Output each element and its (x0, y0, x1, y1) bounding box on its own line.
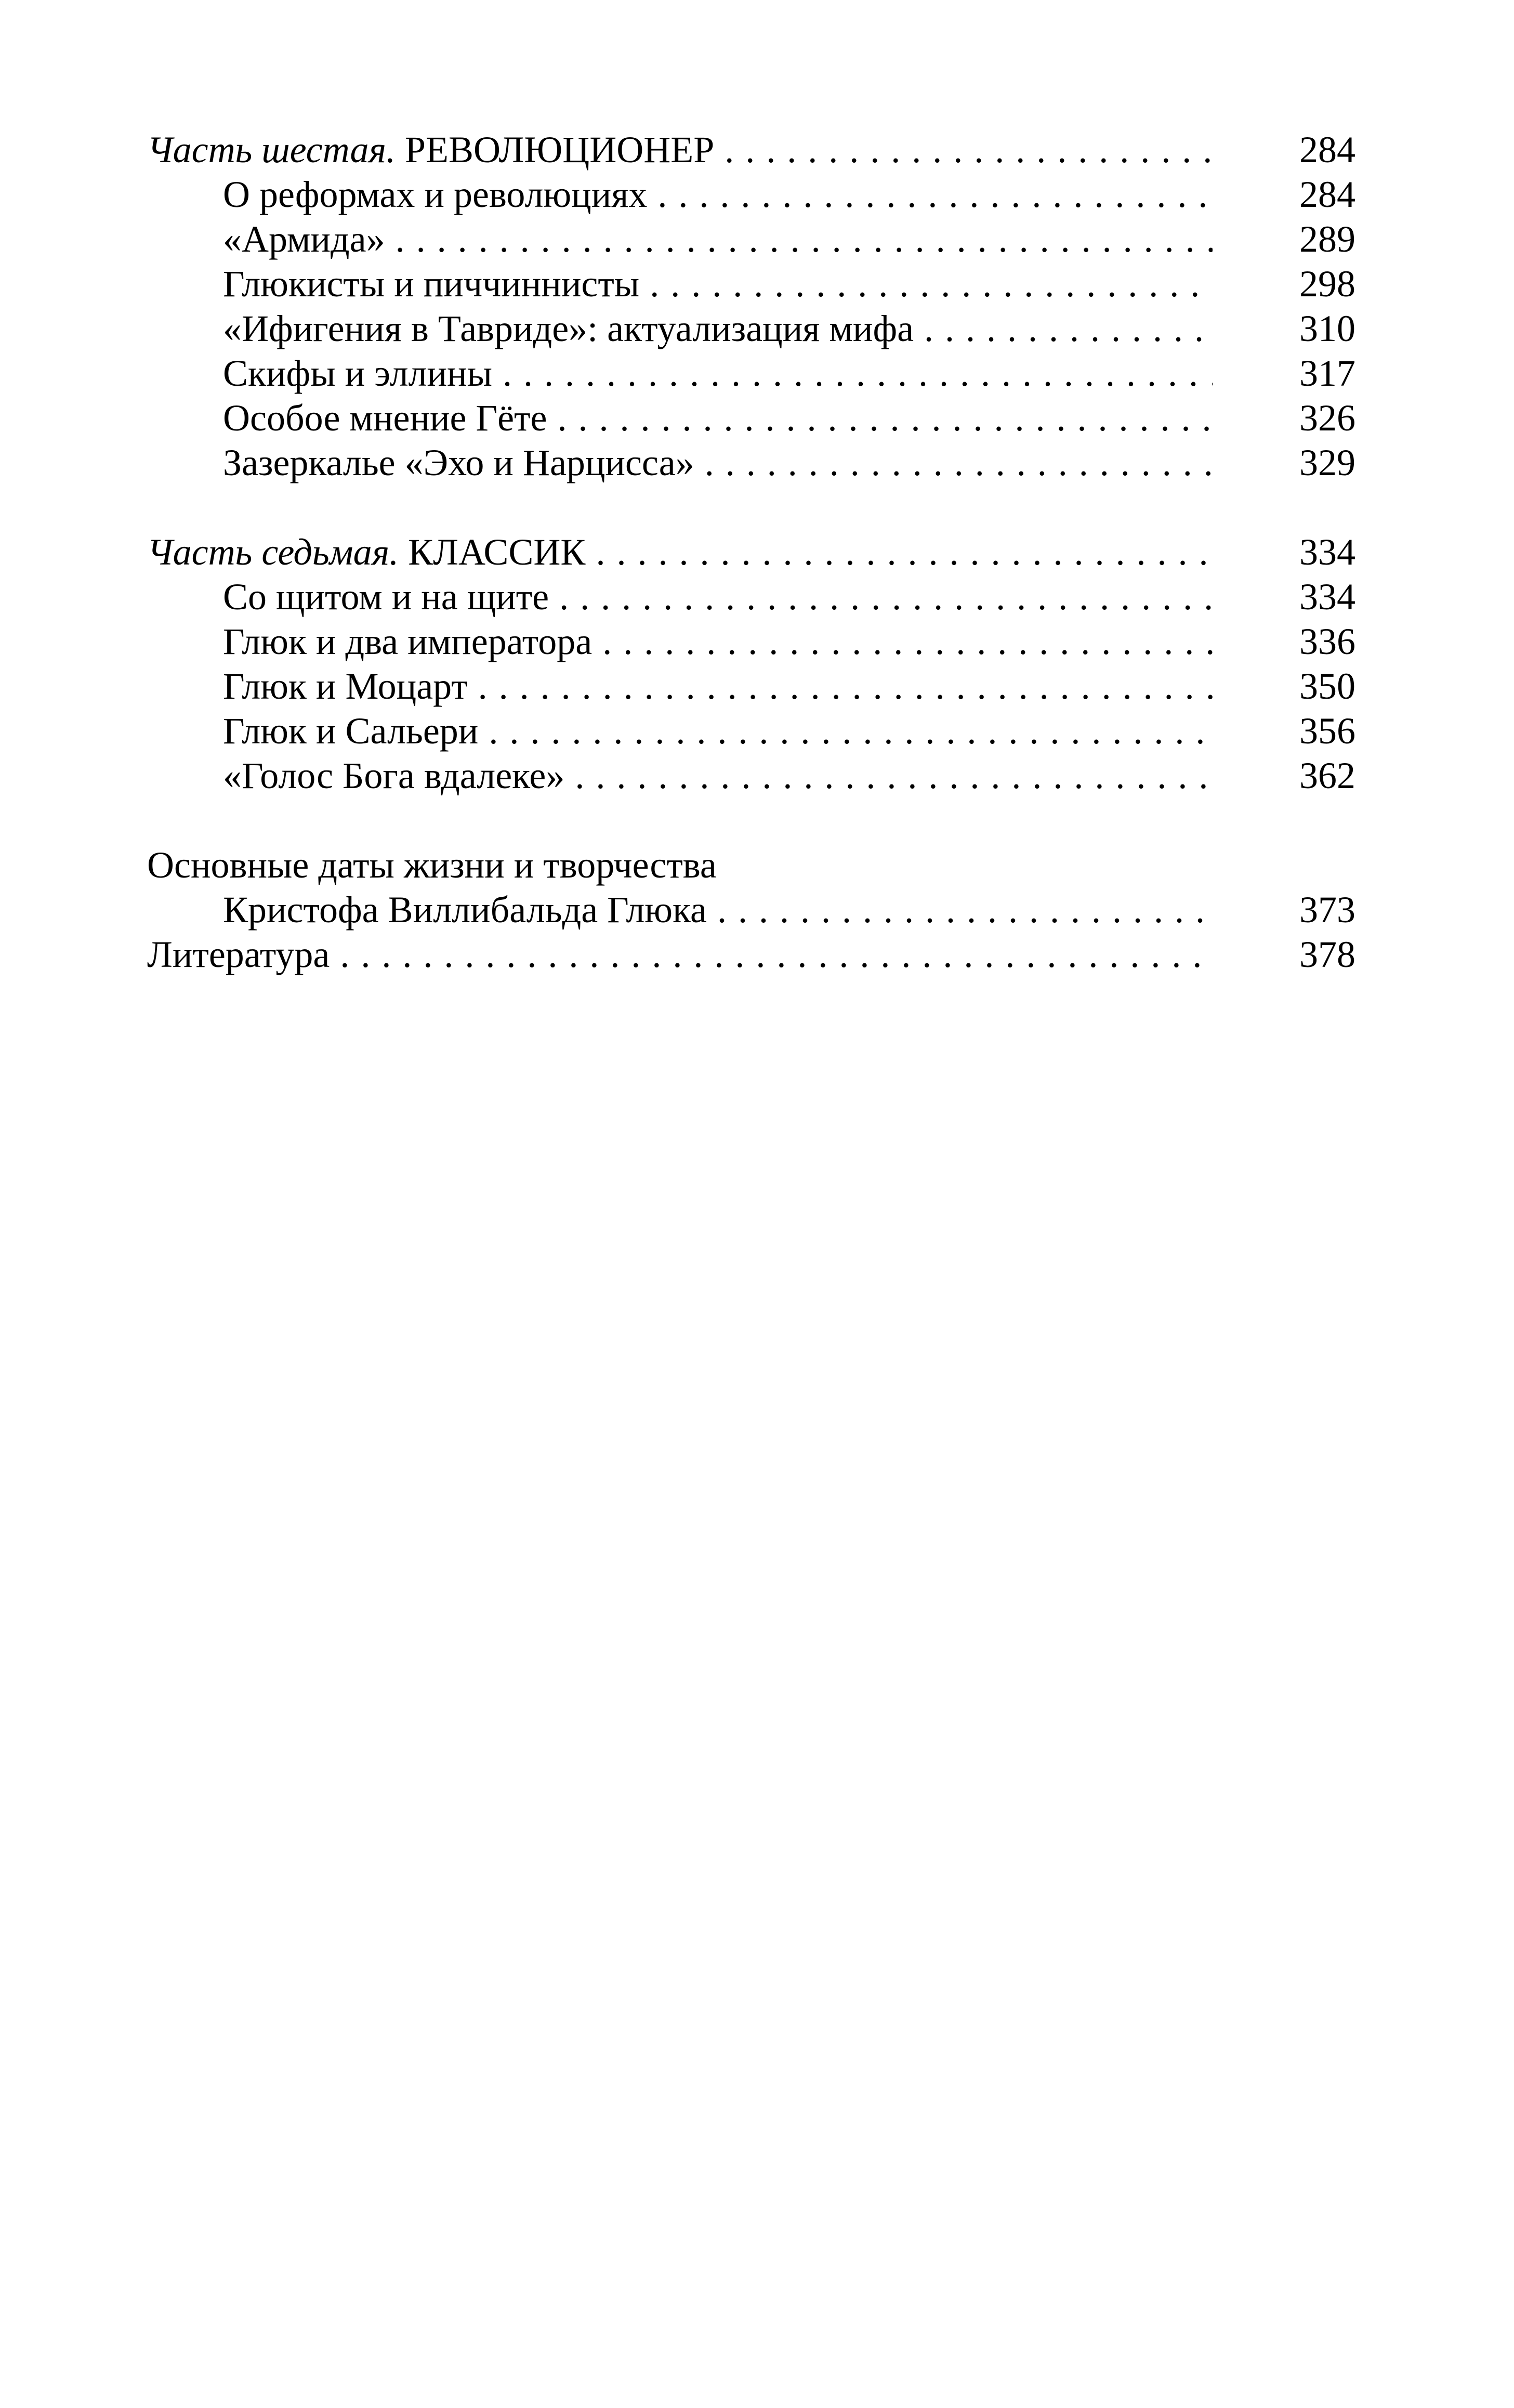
toc-part-6 (147, 127, 1355, 172)
dates-line-2: Кристофа Виллибальда Глюка (223, 889, 707, 931)
toc-item (147, 709, 1355, 753)
page-number: 317 (1299, 352, 1355, 394)
literature-title: Литература (147, 934, 330, 975)
page-number: 356 (1299, 710, 1355, 752)
dates-line-1: Основные даты жизни и творчества (147, 844, 717, 886)
toc-entry-title (223, 351, 1213, 396)
toc-entry-title (223, 217, 1213, 261)
toc-item (147, 664, 1355, 709)
toc-part-7 (147, 530, 1355, 574)
item-title: «Ифигения в Тавриде»: актуализация мифа (223, 308, 914, 349)
toc-item (147, 306, 1355, 351)
toc-item (147, 753, 1355, 798)
page-number: 350 (1299, 665, 1355, 707)
page-number: 334 (1299, 576, 1355, 618)
page-number: 362 (1299, 755, 1355, 796)
part-title: КЛАССИК (408, 531, 586, 573)
toc-entry-title (223, 261, 1213, 306)
toc-item (147, 574, 1355, 619)
item-title: «Армида» (223, 218, 385, 260)
page-number: 329 (1299, 442, 1355, 483)
item-title: Скифы и эллины (223, 352, 492, 394)
toc-item (147, 217, 1355, 261)
item-title: Со щитом и на щите (223, 576, 549, 618)
toc-entry-title (147, 127, 1213, 172)
page-number: 298 (1299, 263, 1355, 305)
toc-item (147, 440, 1355, 485)
page-number: 284 (1299, 129, 1355, 171)
toc-literature (147, 932, 1355, 977)
toc-entry-title (223, 440, 1213, 485)
item-title: Глюк и Моцарт (223, 665, 468, 707)
item-title: Глюк и Сальери (223, 710, 479, 752)
table-of-contents (147, 127, 1355, 977)
page-number: 336 (1299, 621, 1355, 662)
toc-item (147, 619, 1355, 664)
toc-entry-title (223, 619, 1213, 664)
part-label: Часть седьмая. (147, 531, 399, 573)
toc-item (147, 172, 1355, 217)
page-number: 378 (1299, 934, 1355, 975)
page-number: 310 (1299, 308, 1355, 349)
page-number: 373 (1299, 889, 1355, 931)
toc-dates-heading (147, 843, 1355, 887)
part-title: РЕВОЛЮЦИОНЕР (404, 129, 715, 171)
toc-entry-title (223, 574, 1213, 619)
toc-entry-title (147, 843, 1213, 887)
toc-dates-entry (147, 887, 1355, 932)
toc-item (147, 396, 1355, 440)
toc-entry-title (223, 887, 1213, 932)
toc-entry-title (223, 664, 1213, 709)
toc-entry-title (223, 306, 1213, 351)
toc-entry-title (223, 172, 1213, 217)
toc-item (147, 261, 1355, 306)
item-title: Особое мнение Гёте (223, 397, 547, 439)
page-number: 284 (1299, 174, 1355, 215)
page-number: 289 (1299, 218, 1355, 260)
part-label: Часть шестая. (147, 129, 396, 171)
toc-entry-title (147, 932, 1213, 977)
item-title: «Голос Бога вдалеке» (223, 755, 565, 796)
item-title: Глюк и два императора (223, 621, 593, 662)
page-number: 326 (1299, 397, 1355, 439)
page-number: 334 (1299, 531, 1355, 573)
item-title: Глюкисты и пиччиннисты (223, 263, 640, 305)
toc-entry-title (223, 709, 1213, 753)
toc-entry-title (147, 530, 1213, 574)
toc-entry-title (223, 396, 1213, 440)
toc-entry-title (223, 753, 1213, 798)
toc-item (147, 351, 1355, 396)
item-title: О реформах и революциях (223, 174, 648, 215)
item-title: Зазеркалье «Эхо и Нарцисса» (223, 442, 694, 483)
